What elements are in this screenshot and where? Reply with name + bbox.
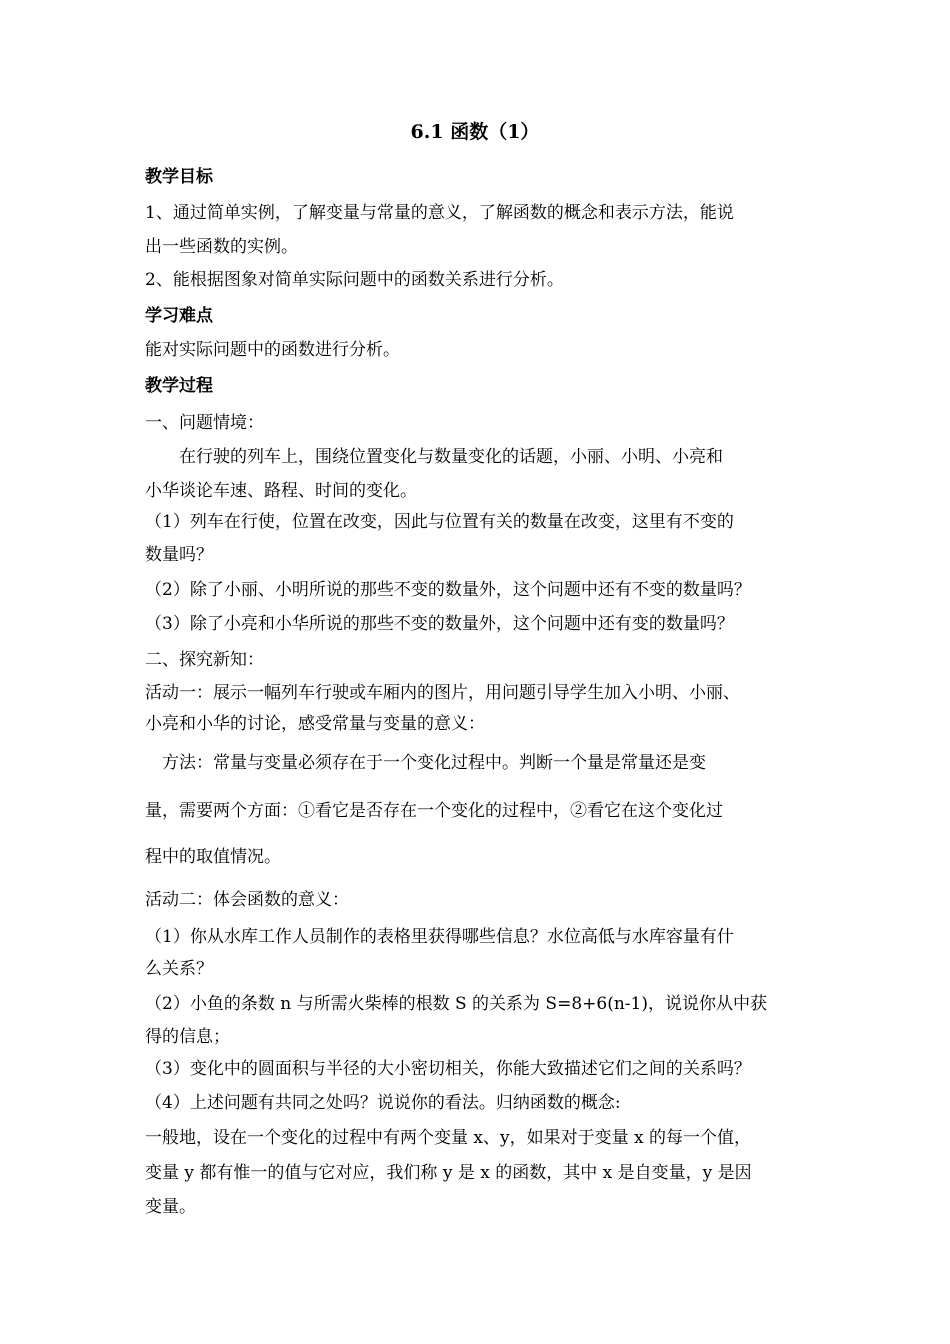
- process-line: 小华谈论车速、路程、时间的变化。: [145, 481, 417, 501]
- difficulties-line: 能对实际问题中的函数进行分析。: [145, 340, 400, 360]
- process-line: （2）小鱼的条数 n 与所需火柴棒的根数 S 的关系为 S=8+6(n-1)，说说你从中获: [145, 994, 767, 1014]
- objectives-line: 出一些函数的实例。: [145, 237, 298, 257]
- process-line: 数量吗？: [145, 545, 213, 565]
- process-line: 二、探究新知：: [145, 650, 264, 670]
- process-line: （3）变化中的圆面积与半径的大小密切相关，你能大致描述它们之间的关系吗？: [145, 1059, 751, 1079]
- process-line: （3）除了小亮和小华所说的那些不变的数量外，这个问题中还有变的数量吗？: [145, 614, 734, 634]
- process-line: 一、问题情境：: [145, 413, 264, 433]
- difficulties-heading: 学习难点: [145, 306, 213, 326]
- process-line: 小亮和小华的讨论，感受常量与变量的意义：: [145, 714, 485, 734]
- process-line: （1）你从水库工作人员制作的表格里获得哪些信息？水位高低与水库容量有什: [145, 927, 734, 947]
- objectives-line: 2、能根据图象对简单实际问题中的函数关系进行分析。: [145, 270, 564, 290]
- process-line: 活动一：展示一幅列车行驶或车厢内的图片，用问题引导学生加入小明、小丽、: [145, 683, 740, 703]
- process-line: 变量。: [145, 1197, 196, 1217]
- process-line: 方法：常量与变量必须存在于一个变化过程中。判断一个量是常量还是变: [145, 753, 706, 773]
- process-line: 么关系？: [145, 959, 213, 979]
- objectives-heading: 教学目标: [145, 167, 213, 187]
- page-title: 6.1 函数（1）: [410, 121, 540, 143]
- objectives-line: 1、通过简单实例，了解变量与常量的意义，了解函数的概念和表示方法，能说: [145, 203, 734, 223]
- process-line: （1）列车在行使，位置在改变，因此与位置有关的数量在改变，这里有不变的: [145, 512, 734, 532]
- process-line: 量，需要两个方面：①看它是否存在一个变化的过程中，②看它在这个变化过: [145, 801, 723, 821]
- process-line: 一般地，设在一个变化的过程中有两个变量 x、y，如果对于变量 x 的每一个值，: [145, 1128, 751, 1148]
- process-line: （4）上述问题有共同之处吗？说说你的看法。归纳函数的概念:: [145, 1093, 621, 1113]
- process-heading: 教学过程: [145, 376, 213, 396]
- process-line: 得的信息；: [145, 1027, 230, 1047]
- process-line: 在行驶的列车上，围绕位置变化与数量变化的话题，小丽、小明、小亮和: [145, 447, 723, 467]
- process-line: 活动二：体会函数的意义：: [145, 890, 349, 910]
- process-line: 程中的取值情况。: [145, 847, 281, 867]
- process-line: 变量 y 都有惟一的值与它对应，我们称 y 是 x 的函数，其中 x 是自变量，y 是因: [145, 1163, 752, 1183]
- process-line: （2）除了小丽、小明所说的那些不变的数量外，这个问题中还有不变的数量吗？: [145, 580, 751, 600]
